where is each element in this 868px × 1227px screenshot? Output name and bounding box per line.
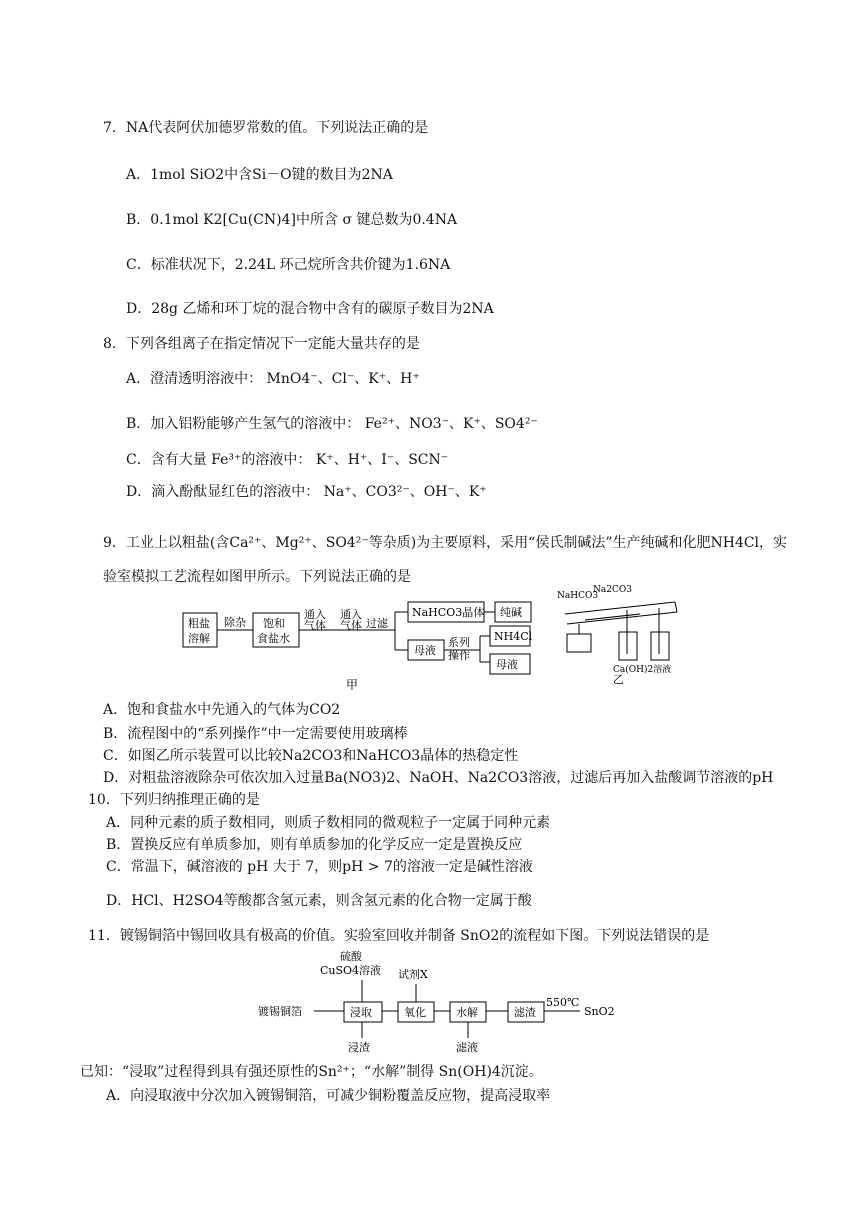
q11-flow-start: 镀锡铜箔 [258, 1005, 302, 1018]
q8-option-c: C．含有大量 Fe³⁺的溶液中： K⁺、H⁺、I⁻、SCN⁻ [126, 452, 449, 468]
q11-known: 已知：“浸取”过程得到具有强还原性的Sn²⁺；“水解”制得 Sn(OH)4沉淀。 [80, 1064, 543, 1080]
q7-option-c: C．标准状况下，2.24L 环己烷所含共价键为1.6NA [126, 257, 451, 273]
apparatus-label-nahco3: NaHCO3 [557, 591, 599, 601]
q7-stem: 7．NA代表阿伏加德罗常数的值。下列说法正确的是 [103, 120, 429, 136]
q8-option-a: A．澄清透明溶液中： MnO4⁻、Cl⁻、K⁺、H⁺ [126, 371, 420, 387]
q7-option-b: B．0.1mol K2[Cu(CN)4]中所含 σ 键总数为0.4NA [126, 212, 458, 228]
flow-box-mother-liquor: 母液 [414, 644, 436, 657]
q10-option-a: A．同种元素的质子数相同，则质子数相同的微观粒子一定属于同种元素 [106, 815, 551, 831]
flow-box-nh4cl: NH4Cl [494, 630, 533, 643]
apparatus-label-caoh2: Ca(OH)2溶液 [613, 665, 672, 675]
q11-flow-out-leach-residue: 浸渣 [348, 1041, 370, 1054]
flow-arrow-impurity: 除杂 [224, 616, 246, 629]
q8-stem: 8．下列各组离子在指定情况下一定能大量共存的是 [103, 336, 420, 352]
flow-box-nahco3: NaHCO3晶体 [412, 606, 485, 619]
apparatus-caption-yi: 乙 [613, 673, 624, 684]
q9-option-a: A．饱和食盐水中先通入的气体为CO2 [103, 702, 341, 718]
q11-flow-out-filtrate: 滤液 [456, 1041, 478, 1054]
q10-option-b: B．置换反应有单质参加，则有单质参加的化学反应一定是置换反应 [106, 837, 523, 853]
flow-diagram-q11 [252, 950, 632, 1058]
q11-stem: 11．镀锡铜箔中锡回收具有极高的价值。实验室回收并制备 SnO2的流程如下图。下列说法错误的是 [88, 928, 710, 944]
flow-diagram-jia [180, 598, 535, 690]
q7-option-d: D．28g 乙烯和环丁烷的混合物中含有的碳原子数目为2NA [126, 301, 494, 317]
q11-flow-box-leach: 浸取 [350, 1006, 372, 1019]
q11-flow-box-residue: 滤渣 [514, 1006, 536, 1019]
q11-flow-box-oxidize: 氧化 [404, 1006, 426, 1019]
q8-option-d: D．滴入酚酞显红色的溶液中： Na⁺、CO3²⁻、OH⁻、K⁺ [126, 484, 487, 500]
q11-flow-end: SnO2 [584, 1005, 615, 1018]
q11-reagent-x: 试剂X [398, 968, 428, 981]
q10-option-c: C．常温下，碱溶液的 pH 大于 7，则pH > 7的溶液一定是碱性溶液 [106, 859, 533, 875]
svg-text:通入: 通入 [340, 608, 362, 621]
flow-box-mother-liquor-2: 母液 [496, 658, 518, 671]
q9-option-b: B．流程图中的“系列操作”中一定需要使用玻璃棒 [103, 726, 408, 742]
svg-text:气体: 气体 [340, 619, 362, 632]
svg-text:系列: 系列 [448, 636, 470, 649]
flow-box-crude-salt: 粗盐 [188, 617, 210, 630]
svg-text:食盐水: 食盐水 [257, 632, 290, 645]
q8-option-b: B．加入铝粉能够产生氢气的溶液中： Fe²⁺、NO3⁻、K⁺、SO4²⁻ [126, 416, 538, 432]
apparatus-yi [555, 584, 685, 684]
q7-option-a: A．1mol SiO2中含Si－O键的数目为2NA [126, 167, 393, 183]
svg-text:饱和: 饱和 [263, 617, 285, 630]
flow-box-soda: 纯碱 [500, 606, 522, 619]
apparatus-label-na2co3: Na2CO3 [593, 585, 632, 595]
q9-option-c: C．如图乙所示装置可以比较Na2CO3和NaHCO3晶体的热稳定性 [103, 748, 519, 764]
svg-text:操作: 操作 [448, 649, 470, 662]
q11-flow-temp: 550℃ [546, 996, 580, 1009]
flow-arrow-filter: 过滤 [366, 617, 388, 630]
q9-stem: 9．工业上以粗盐(含Ca²⁺、Mg²⁺、SO4²⁻等杂质)为主要原料，采用“侯氏制碱法”生产纯碱和化肥NH4Cl，实验室模拟工艺流程如图甲所示。下列说法正确的是 [103, 535, 788, 585]
svg-text:气体: 气体 [304, 619, 326, 632]
svg-text:通入: 通入 [304, 608, 326, 621]
q11-reagent-cuso4: CuSO4溶液 [320, 964, 382, 977]
q11-option-a: A．向浸取液中分次加入镀锡铜箔，可减少铜粉覆盖反应物，提高浸取率 [106, 1088, 551, 1104]
svg-text:溶解: 溶解 [188, 632, 210, 645]
q11-reagent-acid: 硫酸 [340, 950, 362, 963]
q11-flow-box-hydrolysis: 水解 [456, 1006, 478, 1019]
q10-stem: 10．下列归纳推理正确的是 [88, 792, 260, 808]
q10-option-d: D．HCl、H2SO4等酸都含氢元素，则含氢元素的化合物一定属于酸 [106, 893, 532, 909]
flow-caption-jia: 甲 [346, 678, 359, 690]
q9-option-d: D．对粗盐溶液除杂可依次加入过量Ba(NO3)2、NaOH、Na2CO3溶液，过滤后再加入盐酸调节溶液的pH [103, 770, 774, 786]
